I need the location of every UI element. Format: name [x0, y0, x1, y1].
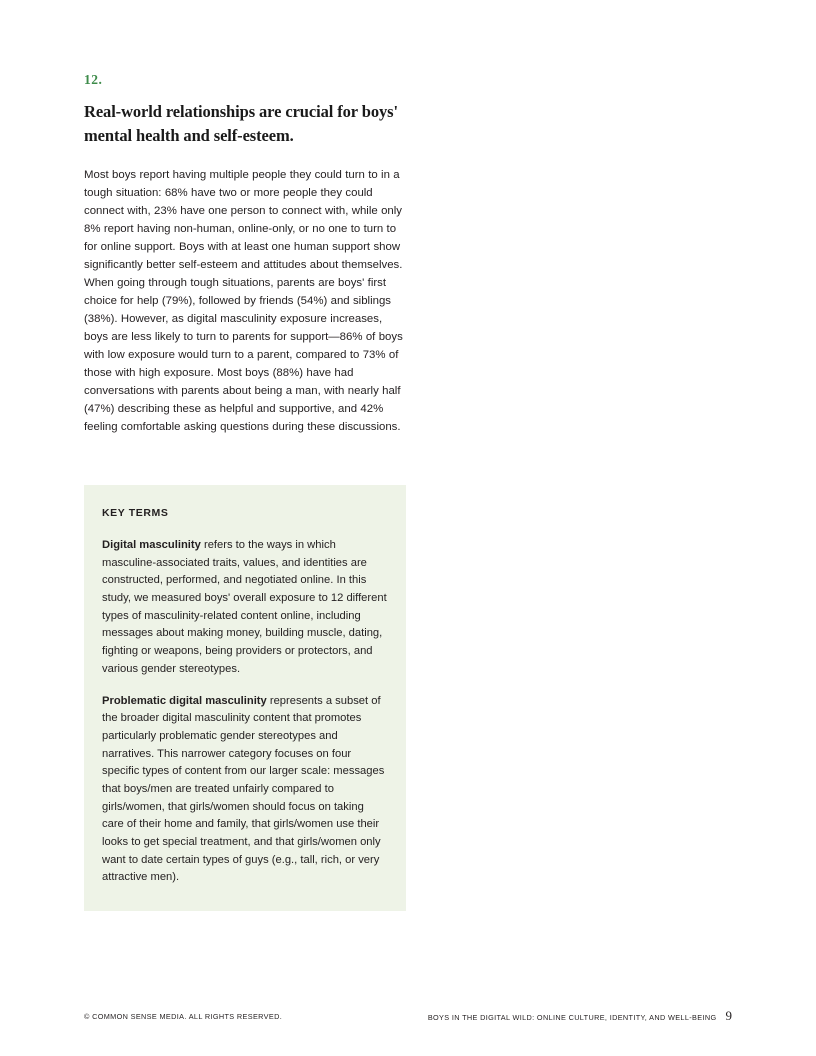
key-terms-box	[84, 485, 406, 911]
footer-copyright: © COMMON SENSE MEDIA. ALL RIGHTS RESERVED.	[84, 1012, 283, 1021]
key-term-label: Digital masculinity	[102, 539, 201, 551]
key-term-definition: represents a subset of the broader digital masculinity content that promotes particularly problematic gender stereotypes and narratives. This narrower category focuses on four specific types of content from our larger scale: messages that boys/men are treated unfairly compared to girls/women, that girls/women should focus on taking care of their home and family, that girls/women use their looks to get special treatment, and that girls/women only want to date certain types of guys (e.g., tall, rich, or very attractive men).	[102, 694, 385, 884]
page-number: 9	[725, 1008, 732, 1023]
page-footer	[84, 1008, 732, 1028]
key-term-label: Problematic digital masculinity	[102, 694, 267, 707]
key-term-entry	[102, 537, 388, 679]
main-content	[84, 72, 406, 436]
section-number: 12.	[84, 72, 103, 87]
key-terms-title: KEY TERMS	[102, 507, 169, 519]
footer-right-group	[428, 1008, 732, 1024]
key-term-entry	[102, 693, 388, 888]
key-term-definition: refers to the ways in which masculine-associated traits, values, and identities are constructed, performed, and negotiated online. In this study, we measured boys' overall exposure to 12 different types of masculinity-related content online, including messages about making money, building muscle, dating, fighting or weapons, being providers or protectors, and various gender stereotypes.	[102, 539, 387, 675]
section-body-text: Most boys report having multiple people they could turn to in a tough situation: 68% have two or more people they could connect with, 23% have one person to connect with, while only 8% report having non-human, online-only, or no one to turn to for online support. Boys with at least one human support show significantly better self-esteem and attitudes about themselves. When going through tough situations, parents are boys' first choice for help (79%), followed by friends (54%) and siblings (38%). However, as digital masculinity exposure increases, boys are less likely to turn to parents for support—86% of boys with low exposure would turn to a parent, compared to 73% of those with high exposure. Most boys (88%) have had conversations with parents about being a man, with nearly half (47%) describing these as helpful and supportive, and 42% feeling comfortable asking questions during these discussions.	[84, 168, 403, 434]
section-headline: Real-world relationships are crucial for boys' mental health and self-esteem.	[84, 102, 398, 145]
footer-document-title: BOYS IN THE DIGITAL WILD: ONLINE CULTURE, IDENTITY, AND WELL-BEING	[427, 1013, 717, 1022]
